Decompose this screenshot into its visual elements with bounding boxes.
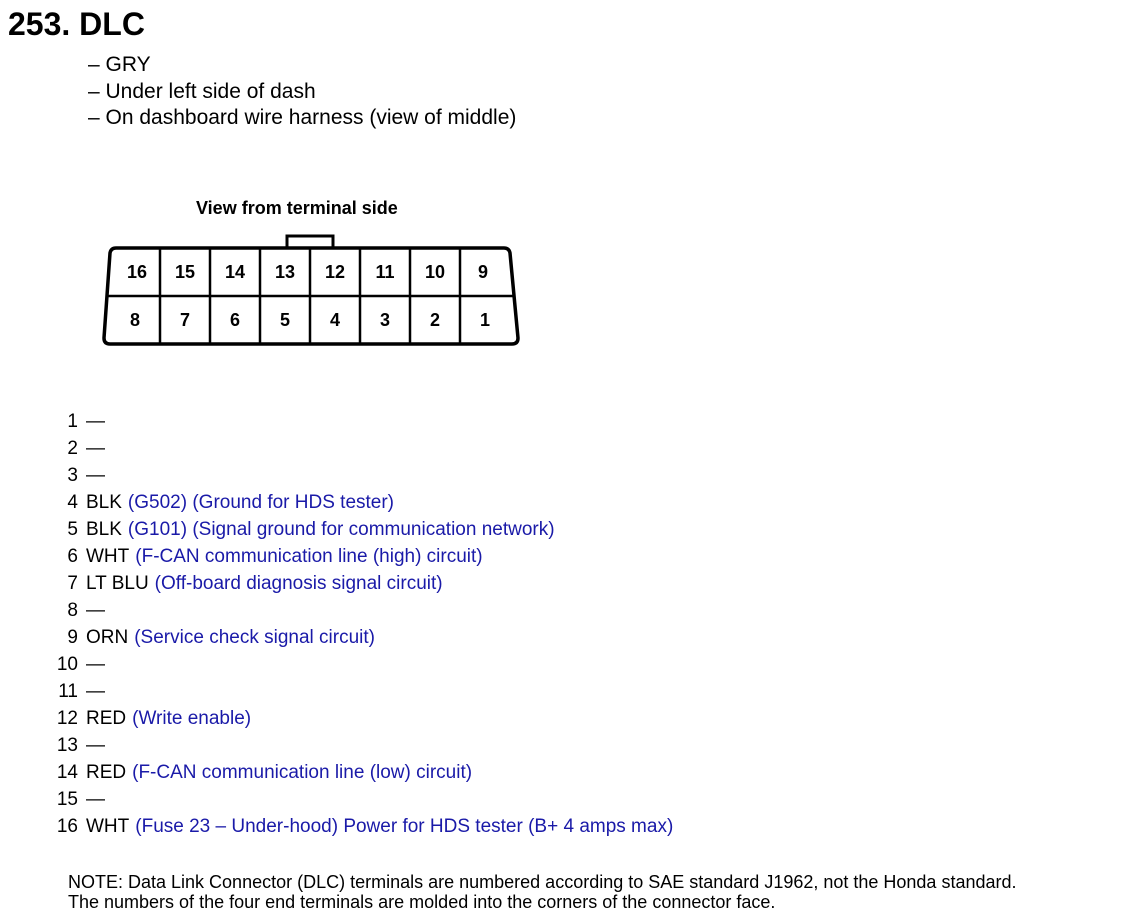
terminal-15: 15: [174, 262, 196, 282]
pin-wire-color: —: [86, 735, 105, 756]
detail-harness: – On dashboard wire harness (view of middle): [88, 106, 517, 129]
pinout-row: [20, 732, 673, 759]
pin-wire-color: RED: [86, 708, 127, 729]
pinout-row: [20, 462, 673, 489]
pin-number: 14: [56, 762, 78, 783]
terminal-10: 10: [424, 262, 446, 282]
pin-wire-color: —: [86, 411, 105, 432]
pin-wire-color: —: [86, 600, 105, 621]
pin-description: (Fuse 23 – Under-hood) Power for HDS tester (B+ 4 amps max): [135, 816, 674, 837]
terminal-14: 14: [224, 262, 246, 282]
pinout-row: [20, 489, 673, 516]
pinout-row: [20, 813, 673, 840]
pinout-row: [20, 543, 673, 570]
pinout-row: [20, 516, 673, 543]
pinout-row: [20, 786, 673, 813]
pin-description: (Write enable): [132, 708, 252, 729]
pin-description: (F-CAN communication line (high) circuit): [135, 546, 483, 567]
pin-wire-color: LT BLU: [86, 573, 149, 594]
connector-view-label: View from terminal side: [196, 198, 398, 218]
pin-wire-color: —: [86, 438, 105, 459]
pin-wire-color: WHT: [86, 546, 130, 567]
pin-number: 16: [56, 816, 78, 837]
terminal-9: 9: [477, 262, 489, 282]
pin-number: 5: [67, 519, 78, 540]
pinout-list: [20, 408, 673, 840]
pinout-row: [20, 597, 673, 624]
pinout-row: [20, 570, 673, 597]
pinout-row: [20, 759, 673, 786]
terminal-8: 8: [129, 310, 141, 330]
pinout-row: [20, 408, 673, 435]
pin-number: 9: [67, 627, 78, 648]
pin-wire-color: —: [86, 654, 105, 675]
pin-description: (G502) (Ground for HDS tester): [127, 492, 395, 513]
page-title: 253. DLC: [8, 6, 145, 42]
standard-note: [68, 872, 1017, 912]
terminal-3: 3: [379, 310, 391, 330]
note-line-1: NOTE: Data Link Connector (DLC) terminals are numbered according to SAE standard J1962, not the Honda standard.: [68, 872, 1017, 892]
pin-number: 7: [67, 573, 78, 594]
pin-description: (Service check signal circuit): [134, 627, 375, 648]
note-line-2: The numbers of the four end terminals are molded into the corners of the connector face.: [68, 892, 776, 912]
terminal-7: 7: [179, 310, 191, 330]
pin-number: 10: [56, 654, 78, 675]
pin-number: 12: [56, 708, 78, 729]
pin-number: 8: [67, 600, 78, 621]
pin-wire-color: BLK: [86, 519, 122, 540]
pin-description: (F-CAN communication line (low) circuit): [132, 762, 473, 783]
pin-number: 3: [67, 465, 78, 486]
pin-number: 15: [56, 789, 78, 810]
connector-latch: [287, 236, 333, 248]
pin-number: 13: [56, 735, 78, 756]
pin-number: 11: [58, 681, 78, 702]
pin-number: 4: [67, 492, 78, 513]
terminal-1: 1: [479, 310, 491, 330]
pinout-row: [20, 651, 673, 678]
dlc-connector-diagram: [100, 232, 522, 348]
pin-description: (G101) (Signal ground for communication network): [127, 519, 555, 540]
pin-wire-color: ORN: [86, 627, 129, 648]
pinout-row: [20, 624, 673, 651]
detail-color: – GRY: [88, 53, 151, 76]
terminal-12: 12: [324, 262, 346, 282]
terminal-16: 16: [126, 262, 148, 282]
pin-number: 2: [67, 438, 78, 459]
pin-wire-color: WHT: [86, 816, 130, 837]
pinout-row: [20, 435, 673, 462]
terminal-2: 2: [429, 310, 441, 330]
pin-number: 6: [67, 546, 78, 567]
terminal-5: 5: [279, 310, 291, 330]
pin-wire-color: —: [86, 681, 105, 702]
terminal-13: 13: [274, 262, 296, 282]
pin-wire-color: —: [86, 465, 105, 486]
terminal-4: 4: [329, 310, 341, 330]
connector-details-list: [88, 52, 516, 132]
detail-location: – Under left side of dash: [88, 79, 316, 103]
terminal-11: 11: [375, 262, 395, 282]
pinout-row: [20, 678, 673, 705]
terminal-6: 6: [229, 310, 241, 330]
pin-wire-color: BLK: [86, 492, 122, 513]
pin-description: (Off-board diagnosis signal circuit): [154, 573, 443, 594]
pinout-row: [20, 705, 673, 732]
pin-wire-color: RED: [86, 762, 127, 783]
pin-number: 1: [67, 411, 78, 432]
pin-wire-color: —: [86, 789, 105, 810]
